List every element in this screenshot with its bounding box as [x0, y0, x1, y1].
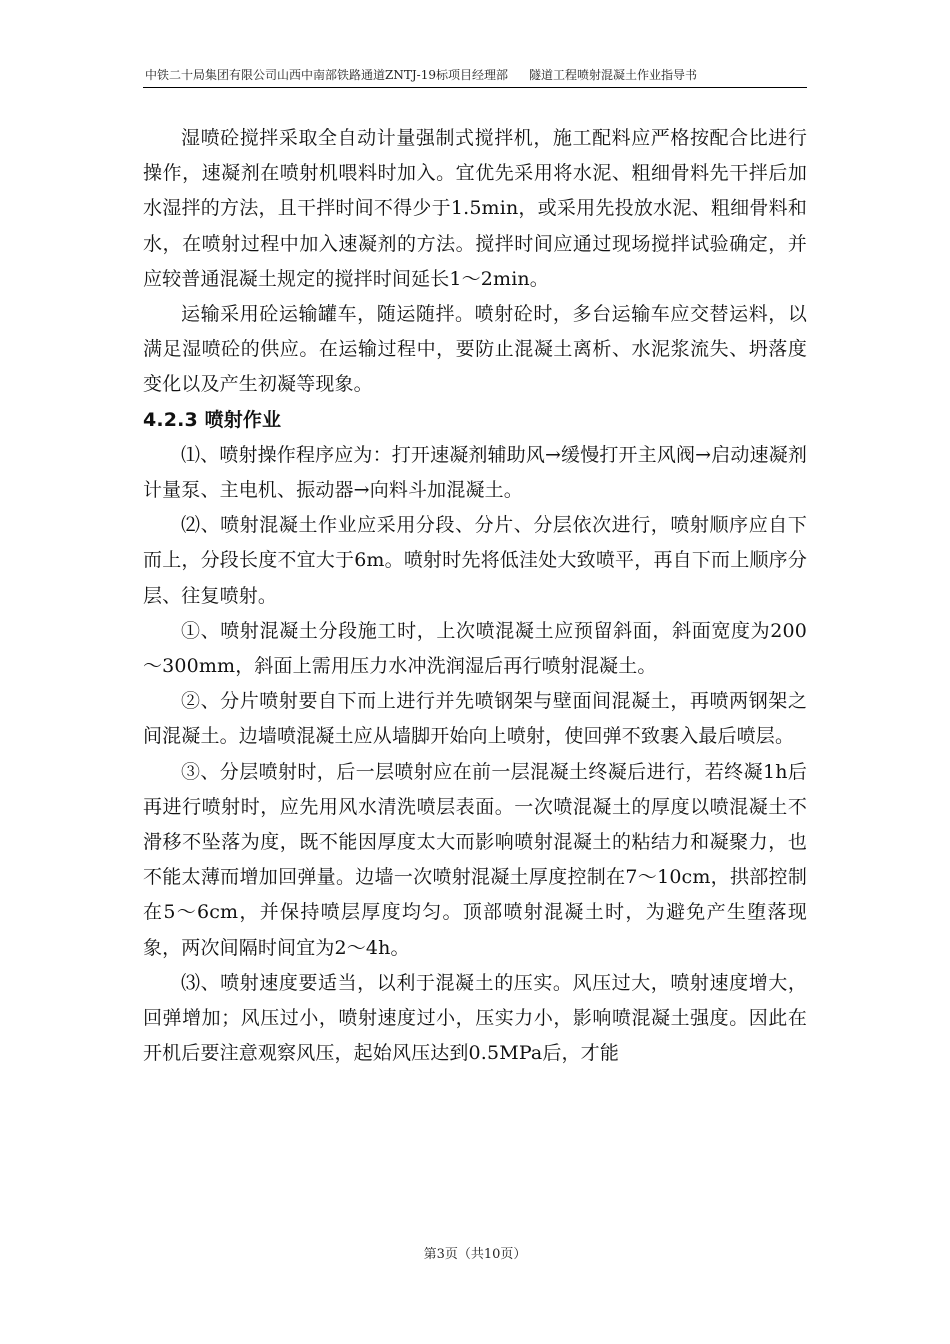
paragraph-procedure: ⑴、喷射操作程序应为：打开速凝剂辅助风→缓慢打开主风阀→启动速凝剂计量泵、主电机、振动器→向料斗加混凝土。 — [143, 443, 807, 502]
paragraph-sequence: ⑵、喷射混凝土作业应采用分段、分片、分层依次进行，喷射顺序应自下而上，分段长度不宜大于6m。喷射时先将低洼处大致喷平，再自下而上顺序分层、往复喷射。 — [143, 514, 807, 607]
section-heading: 4.2.3 喷射作业 — [143, 408, 282, 431]
paragraph-transport: 运输采用砼运输罐车，随运随拌。喷射砼时，多台运输车应交替运料，以满足湿喷砼的供应。在运输过程中，要防止混凝土离析、水泥浆流失、坍落度变化以及产生初凝等现象。 — [143, 303, 807, 396]
paragraph-mixing: 湿喷砼搅拌采取全自动计量强制式搅拌机，施工配料应严格按配合比进行操作，速凝剂在喷射机喂料时加入。宜优先采用将水泥、粗细骨料先干拌后加水湿拌的方法，且干拌时间不得少于1.5min，或采用先投放水泥、粗细骨料和水，在喷射过程中加入速凝剂的方法。搅拌时间应通过现场搅拌试验确定，并应较普通混凝土规定的搅拌时间延长1～2min。 — [143, 127, 807, 290]
paragraph-spray-speed: ⑶、喷射速度要适当，以利于混凝土的压实。风压过大，喷射速度增大，回弹增加；风压过小，喷射速度过小，压实力小，影响喷混凝土强度。因此在开机后要注意观察风压，起始风压达到0.5MPa后，才能 — [143, 971, 807, 1065]
document-body — [143, 121, 807, 1071]
header-document-title: 隧道工程喷射混凝土作业指导书 — [529, 68, 698, 82]
paragraph-segment: ①、喷射混凝土分段施工时，上次喷混凝土应预留斜面，斜面宽度为200～300mm，斜面上需用压力水冲洗润湿后再行喷射混凝土。 — [143, 619, 807, 678]
running-header — [145, 66, 805, 84]
page-number: 第3页（共10页） — [423, 1247, 527, 1262]
header-company: 中铁二十局集团有限公司山西中南部铁路通道ZNTJ-19标项目经理部 — [145, 68, 508, 82]
paragraph-section-spray: ②、分片喷射要自下而上进行并先喷钢架与壁面间混凝土，再喷两钢架之间混凝土。边墙喷混凝土应从墙脚开始向上喷射，使回弹不致裹入最后喷层。 — [143, 690, 807, 748]
header-divider — [143, 87, 807, 88]
paragraph-layer-spray: ③、分层喷射时，后一层喷射应在前一层混凝土终凝后进行，若终凝1h后再进行喷射时，应先用风水清洗喷层表面。一次喷混凝土的厚度以喷混凝土不滑移不坠落为度，既不能因厚度太大而影响喷射混凝土的粘结力和凝聚力，也不能太薄而增加回弹量。边墙一次喷射混凝土厚度控制在7～10cm，拱部控制在5～6cm，并保持喷层厚度均匀。顶部喷射混凝土时，为避免产生堕落现象，两次间隔时间宜为2～4h。 — [143, 760, 807, 959]
